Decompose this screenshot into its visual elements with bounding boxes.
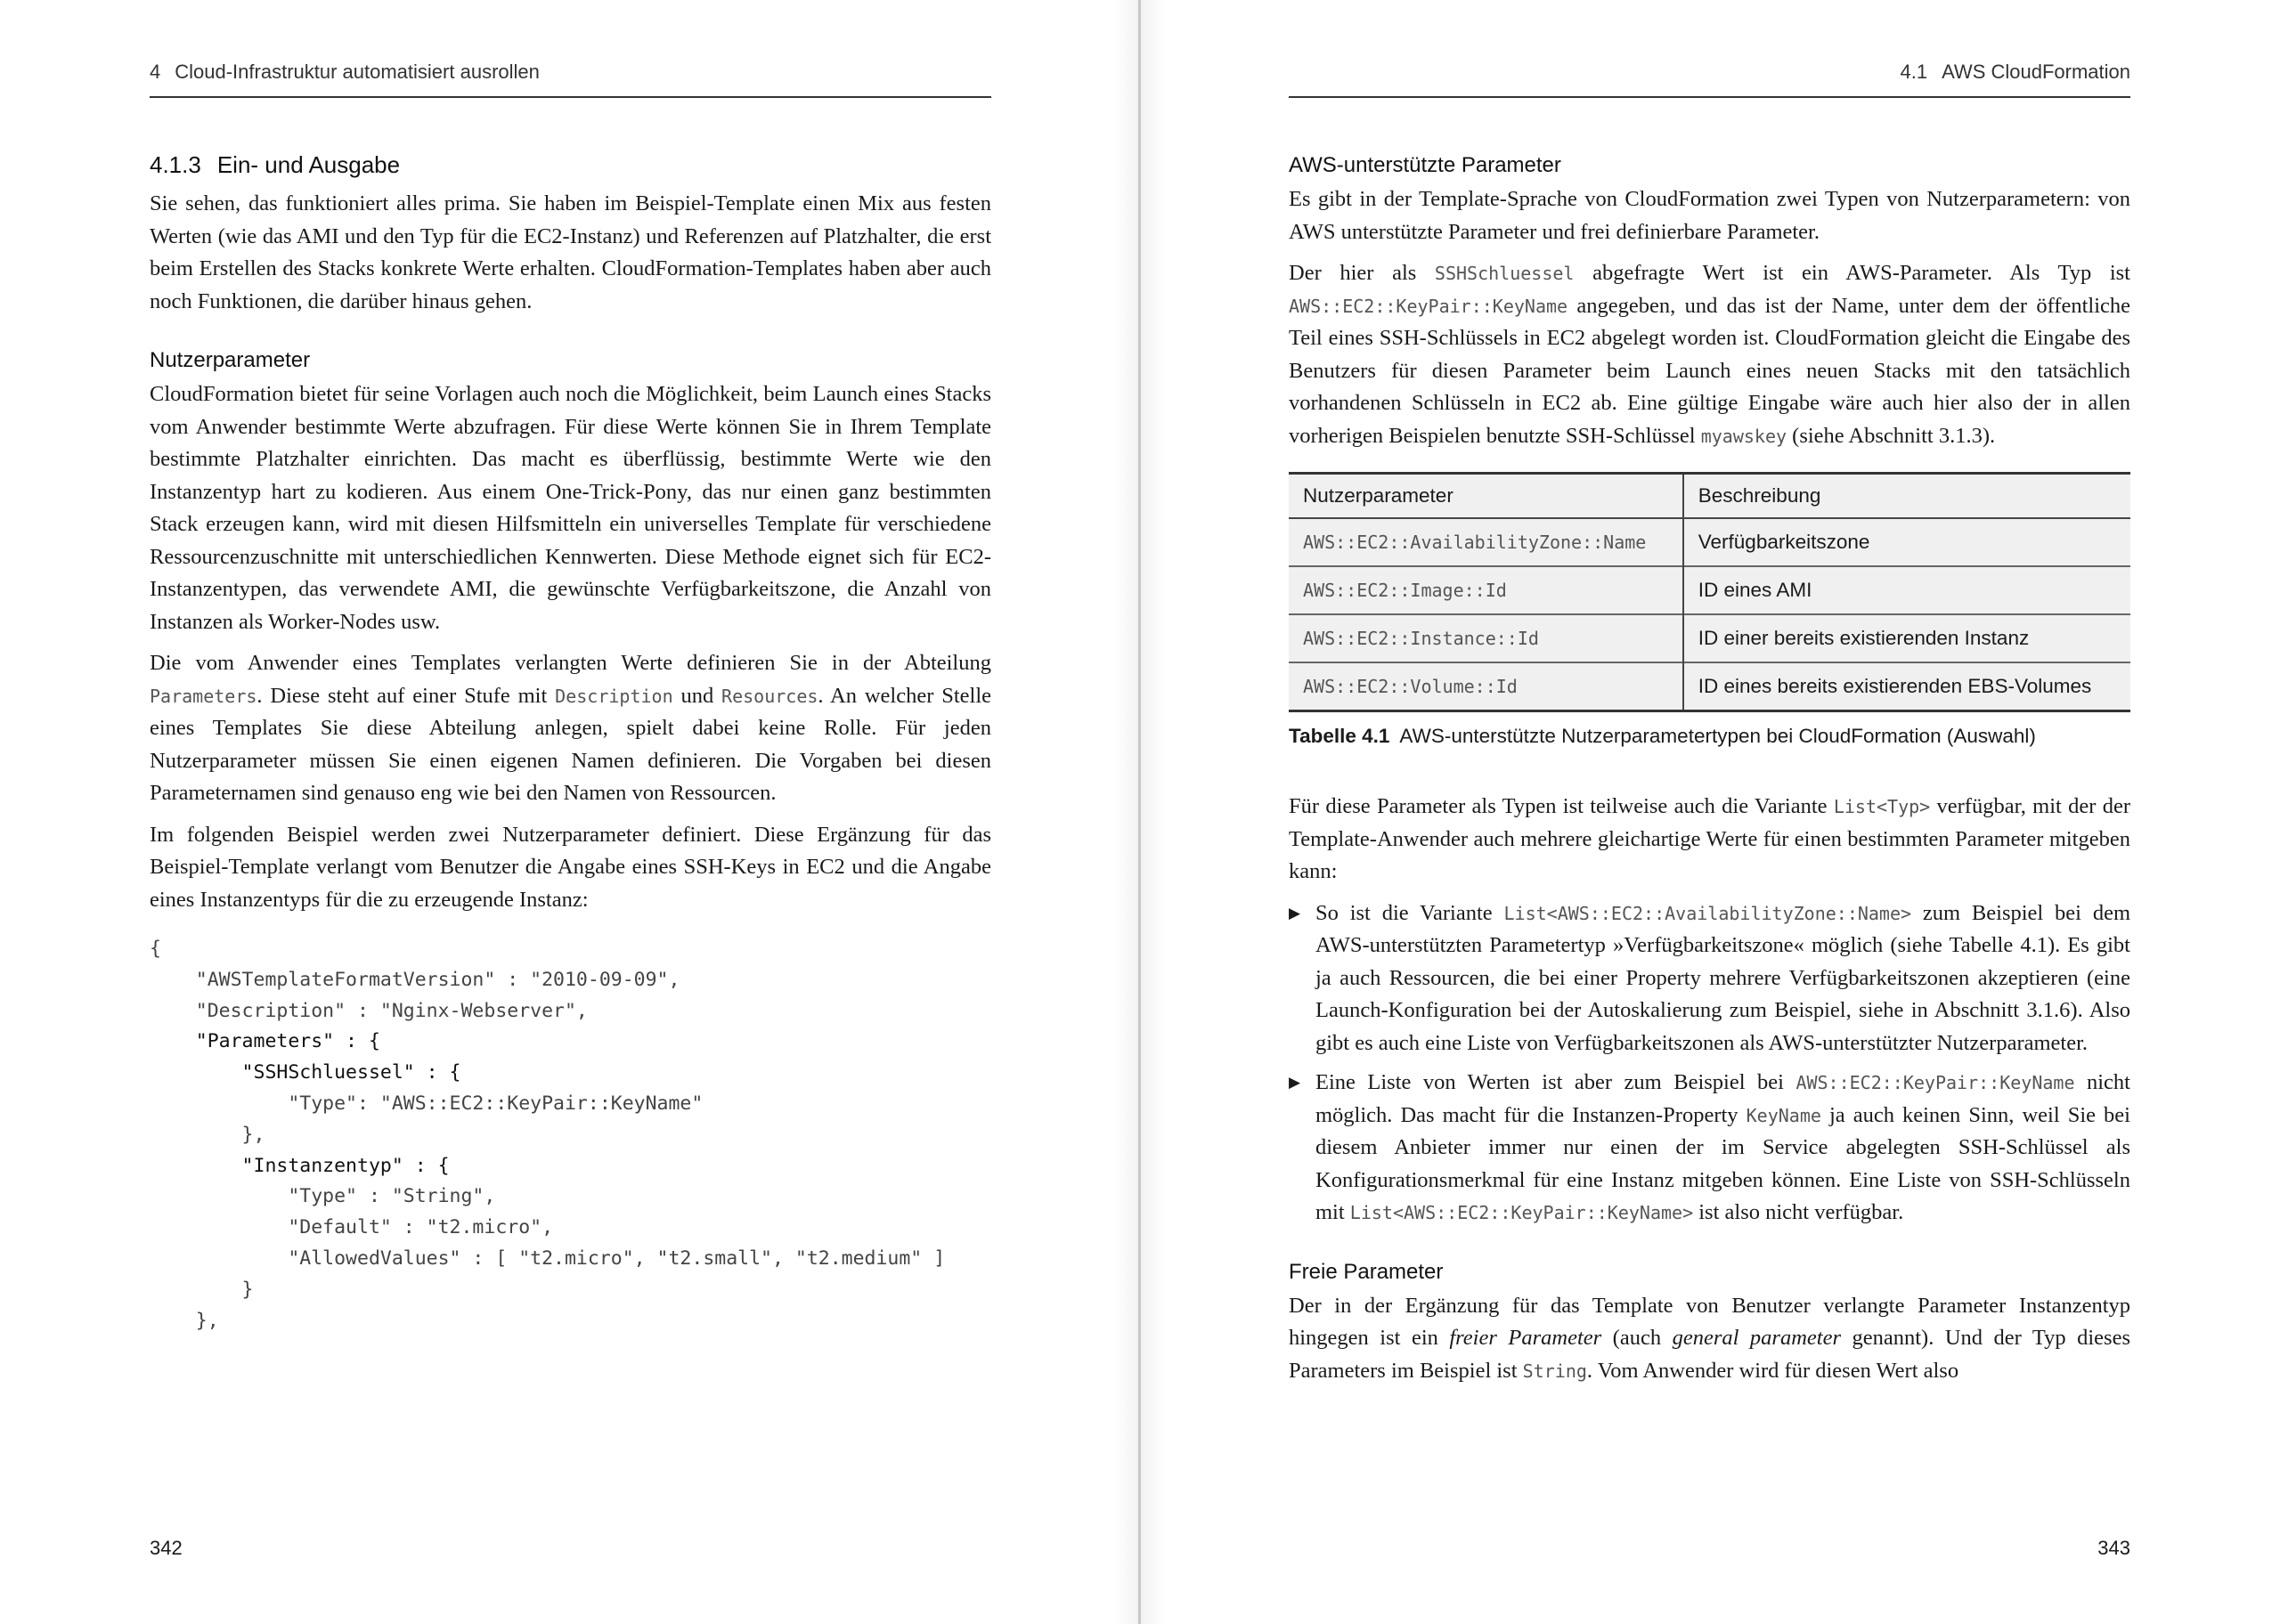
table-caption	[1289, 725, 2130, 748]
inline-code: Parameters	[150, 685, 257, 707]
page-number-right: 343	[2097, 1537, 2130, 1559]
table-cell: AWS::EC2::Volume::Id	[1289, 662, 1683, 711]
text-run: (auch	[1601, 1326, 1673, 1350]
table-row	[1289, 614, 2130, 662]
inline-code: Resources	[721, 685, 818, 707]
inline-code: AWS::EC2::KeyPair::KeyName	[1289, 295, 1568, 317]
code-line: },	[150, 1123, 265, 1146]
code-line: "Instanzentyp" : {	[150, 1154, 450, 1177]
table-header: Beschreibung	[1683, 474, 2130, 519]
text-run: Eine Liste von Werten ist aber zum Beispiel bei	[1315, 1070, 1796, 1094]
inline-code: String	[1522, 1360, 1587, 1382]
parameter-table	[1289, 472, 2130, 712]
section-heading	[150, 151, 991, 179]
code-listing	[150, 934, 991, 1336]
caption-label: Tabelle 4.1	[1289, 725, 1390, 747]
gutter-shadow-left	[1113, 0, 1138, 1624]
table-header-row	[1289, 474, 2130, 519]
inline-code: List<AWS::EC2::KeyPair::KeyName>	[1349, 1202, 1694, 1223]
inline-code: List<Typ>	[1833, 796, 1931, 817]
text-run: angegeben, und das ist der Name, unter dem der öffentliche Teil eines SSH-Schlüssels in EC2 abgelegt worden ist. CloudFormation gleicht die Eingabe des Benutzers für diesen Parameter beim Launch eines neuen Stacks mit den tatsächlich vorhandenen Schlüsseln in EC2 ab. Eine gültige Eingabe wäre auch hier also der in allen vorherigen Beispielen benutzte SSH-Schlüssel	[1289, 293, 2130, 448]
text-run: So ist die Variante	[1315, 900, 1504, 925]
code-line: "Description" : "Nginx-Webserver",	[150, 999, 588, 1022]
subheading-aws-parameter: AWS-unterstützte Parameter	[1289, 153, 1561, 177]
text-run: zum Beispiel bei dem AWS-unterstützten Parametertyp »Verfügbarkeitszone« möglich (siehe Tabelle 4.1). Es gibt ja auch Ressourcen, die bei einer Property mehrere Verfügbarkeitszonen akzeptieren (eine Launch-Konfiguration bei der Autoskalierung zum Beispiel, siehe in Abschnitt 3.1.6). Also gibt es auch eine Liste von Verfügbarkeitszonen als AWS-unterstützter Nutzerparameter.	[1315, 900, 2131, 1055]
inline-code: myawskey	[1700, 425, 1787, 447]
chapter-number: 4	[150, 61, 161, 83]
code-line: "AWSTemplateFormatVersion" : "2010-09-09",	[150, 968, 680, 991]
paragraph	[150, 647, 991, 810]
text-run: . An welcher Stelle eines Templates Sie diese Abteilung anlegen, spielt dabei keine Rolle. Für jeden Nutzerparameter müssen Sie einen eigenen Namen definieren. Die Vorgaben bei diesen Parameternamen sind genauso eng wie bei den Namen von Ressourcen.	[150, 683, 991, 805]
code-line: },	[150, 1309, 219, 1332]
bullet-list	[1289, 897, 2130, 1230]
table-cell: AWS::EC2::AvailabilityZone::Name	[1289, 518, 1683, 566]
right-page	[1289, 0, 2130, 1624]
text-run: Der hier als	[1289, 261, 1435, 285]
section-number: 4.1	[1900, 61, 1928, 83]
table-cell: AWS::EC2::Instance::Id	[1289, 614, 1683, 662]
text-run: ist also nicht verfügbar.	[1693, 1200, 1904, 1224]
text-run: . Diese steht auf einer Stufe mit	[256, 683, 556, 708]
table-cell: Verfügbarkeitszone	[1683, 518, 2130, 566]
section-number: 4.1.3	[150, 151, 201, 178]
paragraph: Es gibt in der Template-Sprache von CloudFormation zwei Typen von Nutzerparametern: von AWS unterstützte Parameter und frei definierbare Parameter.	[1289, 187, 2130, 244]
list-item	[1289, 897, 2130, 1060]
running-head-right	[1289, 61, 2130, 98]
table-row	[1289, 662, 2130, 711]
paragraph	[1289, 791, 2130, 889]
table-row	[1289, 566, 2130, 614]
text-run: . Vom Anwender wird für diesen Wert also	[1586, 1358, 1959, 1383]
inline-code: List<AWS::EC2::AvailabilityZone::Name>	[1503, 902, 1912, 924]
table-header: Nutzerparameter	[1289, 474, 1683, 519]
code-line: "Parameters" : {	[150, 1030, 380, 1053]
code-line: {	[150, 938, 161, 960]
code-line: "Type": "AWS::EC2::KeyPair::KeyName"	[150, 1092, 704, 1115]
subheading-freie-parameter: Freie Parameter	[1289, 1259, 1444, 1284]
table-cell: ID eines bereits existierenden EBS-Volumes	[1683, 662, 2130, 711]
inline-code: Description	[555, 685, 673, 707]
gutter-shadow-right	[1141, 0, 1166, 1624]
paragraph	[1289, 257, 2130, 452]
text-run: Die vom Anwender eines Templates verlangten Werte definieren Sie in der Abteilung	[150, 651, 991, 675]
code-line: "Default" : "t2.micro",	[150, 1216, 554, 1239]
code-line: "AllowedValues" : [ "t2.micro", "t2.small", "t2.medium" ]	[150, 1246, 946, 1270]
bullet-triangle-icon: ▶	[1289, 1074, 1301, 1091]
inline-code: KeyName	[1746, 1104, 1821, 1126]
chapter-title: Cloud-Infrastruktur automatisiert ausrollen	[175, 61, 540, 83]
section-title: Ein- und Ausgabe	[216, 151, 401, 178]
inline-code: SSHSchluessel	[1434, 263, 1575, 284]
left-page	[150, 0, 991, 1624]
text-run: nicht möglich. Das macht für die Instanzen-Property	[1315, 1070, 2130, 1127]
running-head-left	[150, 61, 991, 98]
right-page-content	[1289, 153, 2130, 1396]
paragraph	[1289, 1290, 2130, 1388]
code-line: "Type" : "String",	[150, 1185, 496, 1208]
text-run: (siehe Abschnitt 3.1.3).	[1787, 423, 1996, 448]
table-cell: ID einer bereits existierenden Instanz	[1683, 614, 2130, 662]
text-run: Der in der Ergänzung für das Template von Benutzer verlangte Parameter Instanzentyp hingegen ist ein	[1289, 1293, 2130, 1350]
paragraph: CloudFormation bietet für seine Vorlagen auch noch die Möglichkeit, beim Launch eines Stacks vom Anwender bestimmte Werte abzufragen. Für diese Werte können Sie in Ihrem Template bestimmte Platzhalter einrichten. Das macht es überflüssig, bestimmte Werte wie den Instanzentyp hart zu kodieren. Aus einem One-Trick-Pony, das nur einen ganz bestimmten Stack erzeugen kann, wird mit diesen Hilfsmitteln ein universelles Template für verschiedene Ressourcenzuschnitte mit unterschiedlichen Kennwerten. Diese Methode eignet sich für EC2-Instanzentypen, das verwendete AMI, die gewünschte Verfügbarkeitszone, die Anzahl von Instanzen als Worker-Nodes usw.	[150, 382, 991, 634]
emphasis: freier Parameter	[1449, 1326, 1602, 1350]
intro-paragraph: Sie sehen, das funktioniert alles prima. Sie haben im Beispiel-Template einen Mix aus festen Werten (wie das AMI und den Typ für die EC2-Instanz) und Referenzen auf Platzhalter, die erst beim Erstellen des Stacks konkrete Werte erhalten. CloudFormation-Templates haben aber auch noch Funktionen, die darüber hinaus gehen.	[150, 191, 991, 313]
emphasis: general parameter	[1672, 1326, 1841, 1350]
subheading-nutzerparameter: Nutzerparameter	[150, 348, 311, 372]
paragraph: Im folgenden Beispiel werden zwei Nutzerparameter definiert. Diese Ergänzung für das Beispiel-Template verlangt vom Benutzer die Angabe eines SSH-Keys in EC2 und die Angabe eines Instanzentyps für die zu erzeugende Instanz:	[150, 822, 991, 912]
table-cell: AWS::EC2::Image::Id	[1289, 566, 1683, 614]
code-line: }	[150, 1278, 254, 1301]
text-run: verfügbar, mit der der Template-Anwender auch mehrere gleichartige Werte für einen bestimmten Parameter mitgeben kann:	[1289, 794, 2130, 883]
text-run: genannt). Und der Typ dieses Parameters im Beispiel ist	[1289, 1326, 2130, 1383]
page-number-left: 342	[150, 1537, 183, 1559]
code-line: "SSHSchluessel" : {	[150, 1061, 461, 1084]
text-run: ja auch keinen Sinn, weil Sie bei diesem Anbieter immer nur einen der im Service abgelegten SSH-Schlüssel als Konfigurationsmerkmal für eine Instanz mitgeben können. Eine Liste von SSH-Schlüsseln mit	[1315, 1102, 2130, 1224]
left-page-content	[150, 151, 991, 1336]
text-run: Für diese Parameter als Typen ist teilweise auch die Variante	[1289, 794, 1834, 818]
table-cell: ID eines AMI	[1683, 566, 2130, 614]
section-title: AWS CloudFormation	[1942, 61, 2130, 83]
inline-code: AWS::EC2::KeyPair::KeyName	[1796, 1072, 2075, 1093]
text-run: und	[672, 683, 722, 708]
bullet-triangle-icon: ▶	[1289, 904, 1301, 922]
table-row	[1289, 518, 2130, 566]
list-item	[1289, 1067, 2130, 1230]
text-run: abgefragte Wert ist ein AWS-Parameter. Als Typ ist	[1574, 261, 2130, 285]
caption-text: AWS-unterstützte Nutzerparametertypen bei CloudFormation (Auswahl)	[1399, 725, 2036, 747]
